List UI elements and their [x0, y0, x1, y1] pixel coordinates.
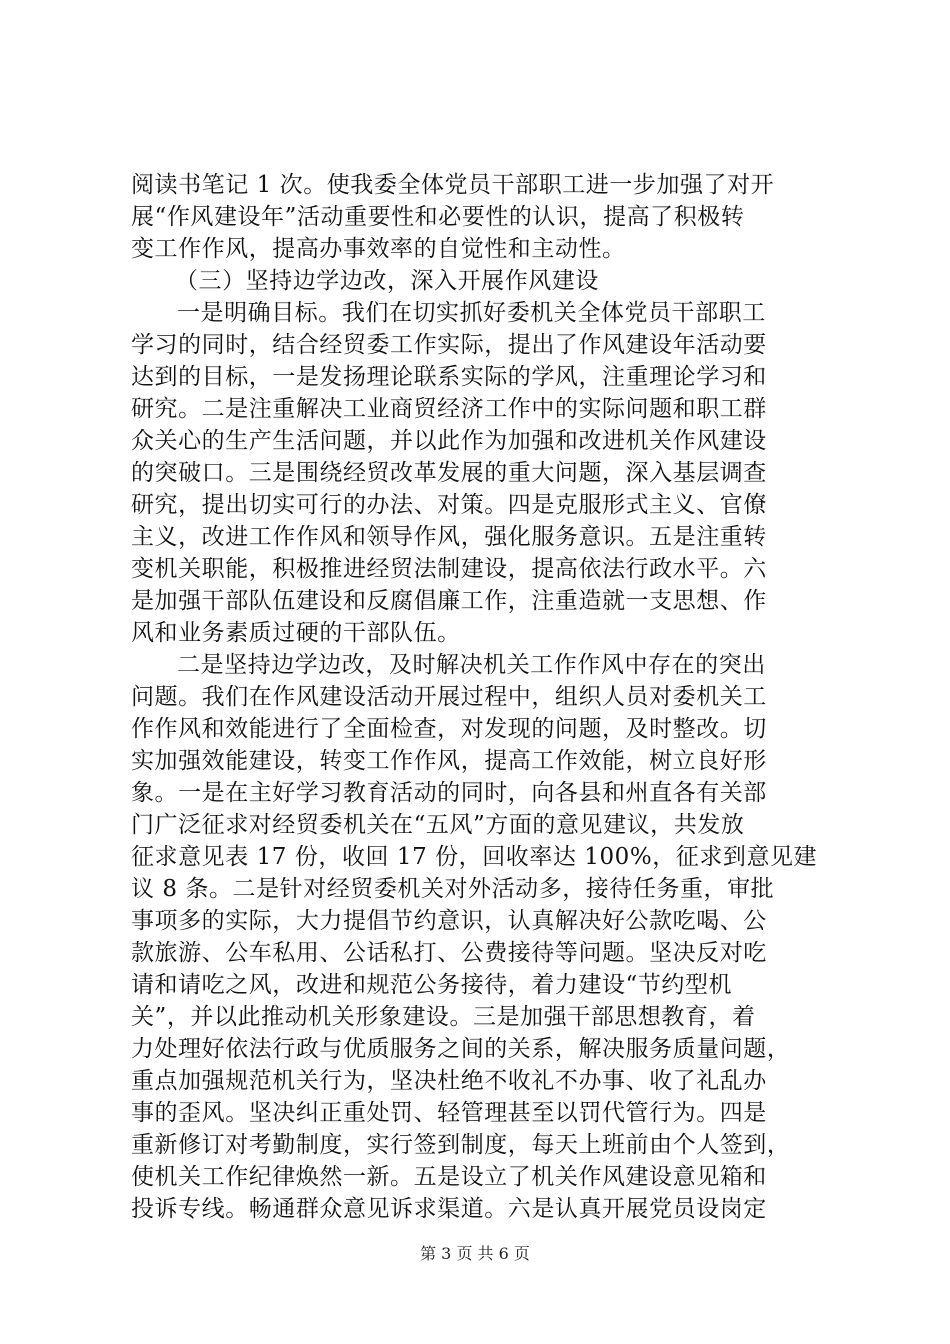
- text-line: 问题。我们在作风建设活动开展过程中，组织人员对委机关工: [131, 684, 767, 710]
- text-line: 款旅游、公车私用、公话私打、公费接待等问题。坚决反对吃: [131, 940, 767, 966]
- text-line: 投诉专线。畅通群众意见诉求渠道。六是认真开展党员设岗定: [131, 1196, 767, 1222]
- text-line: 事项多的实际，大力提倡节约意识，认真解决好公款吃喝、公: [131, 908, 767, 934]
- text-line: 是加强干部队伍建设和反腐倡廉工作，注重造就一支思想、作: [131, 588, 767, 614]
- text-line: 议 8 条。二是针对经贸委机关对外活动多，接待任务重，审批: [131, 876, 775, 902]
- text-line: 重新修订对考勤制度，实行签到制度，每天上班前由个人签到，: [131, 1132, 791, 1158]
- text-line: 征求意见表 17 份，收回 17 份，回收率达 100%，征求到意见建: [131, 844, 818, 870]
- text-line: 主义，改进工作作风和领导作风，强化服务意识。五是注重转: [131, 524, 767, 550]
- text-line: 研究。二是注重解决工业商贸经济工作中的实际问题和职工群: [131, 396, 767, 422]
- text-line: 变机关职能，积极推进经贸法制建设，提高依法行政水平。六: [131, 556, 767, 582]
- text-line: 关”，并以此推动机关形象建设。三是加强干部思想教育，着: [131, 1004, 756, 1030]
- text-line: 重点加强规范机关行为，坚决杜绝不收礼不办事、收了礼乱办: [131, 1068, 767, 1094]
- text-line: 达到的目标，一是发扬理论联系实际的学风，注重理论学习和: [131, 364, 767, 390]
- text-line: 作作风和效能进行了全面检查，对发现的问题，及时整改。切: [131, 716, 767, 742]
- text-line: 使机关工作纪律焕然一新。五是设立了机关作风建设意见箱和: [131, 1164, 767, 1190]
- section-heading: （三）坚持边学边改，深入开展作风建设: [175, 268, 599, 294]
- text-line: 象。一是在主好学习教育活动的同时，向各县和州直各有关部: [131, 780, 767, 806]
- text-line: 风和业务素质过硬的干部队伍。: [131, 620, 461, 646]
- text-line: 请和请吃之风，改进和规范公务接待，着力建设“节约型机: [131, 972, 733, 998]
- text-line: 事的歪风。坚决纠正重处罚、轻管理甚至以罚代管行为。四是: [131, 1100, 767, 1126]
- text-line: 学习的同时，结合经贸委工作实际，提出了作风建设年活动要: [131, 332, 767, 358]
- document-body: [131, 169, 847, 1225]
- text-line: 阅读书笔记 1 次。使我委全体党员干部职工进一步加强了对开: [131, 172, 775, 198]
- paragraph-first-line: 一是明确目标。我们在切实抓好委机关全体党员干部职工: [177, 300, 766, 326]
- text-line: 实加强效能建设，转变工作作风，提高工作效能，树立良好形: [131, 748, 767, 774]
- text-line: 研究，提出切实可行的办法、对策。四是克服形式主义、官僚: [131, 492, 767, 518]
- page-number-footer: 第 3 页 共 6 页: [420, 1244, 530, 1263]
- text-line: 展“作风建设年”活动重要性和必要性的认识，提高了积极转: [131, 204, 745, 230]
- text-line: 众关心的生产生活问题，并以此作为加强和改进机关作风建设: [131, 428, 767, 454]
- paragraph-first-line: 二是坚持边学边改，及时解决机关工作作风中存在的突出: [177, 652, 766, 678]
- text-line: 变工作作风，提高办事效率的自觉性和主动性。: [131, 236, 626, 262]
- text-line: 的突破口。三是围绕经贸改革发展的重大问题，深入基层调查: [131, 460, 767, 486]
- text-line: 门广泛征求对经贸委机关在“五风”方面的意见建议，共发放: [131, 812, 745, 838]
- text-line: 力处理好依法行政与优质服务之间的关系，解决服务质量问题，: [131, 1036, 791, 1062]
